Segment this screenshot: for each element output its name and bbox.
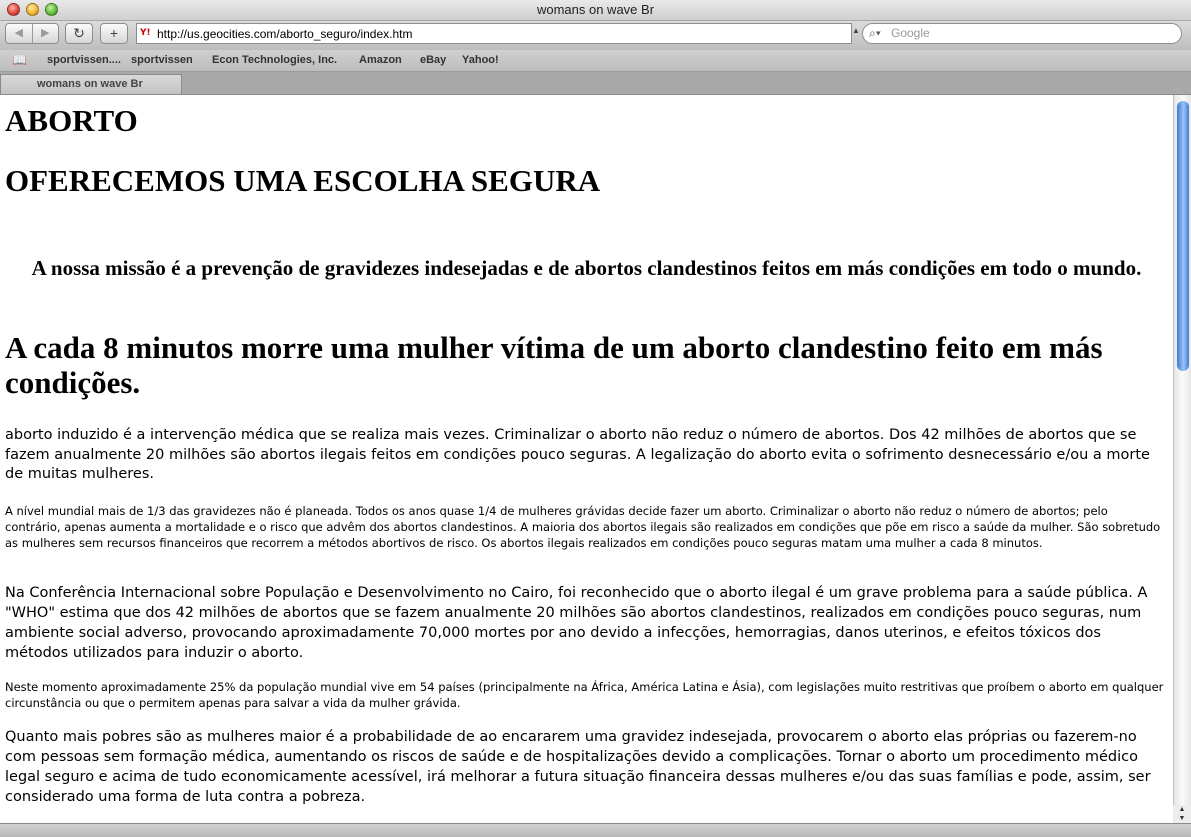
- toolbar: [0, 21, 1191, 50]
- back-button[interactable]: ◀: [6, 24, 33, 43]
- scroll-down-icon[interactable]: ▼: [1173, 814, 1191, 823]
- scroll-up-icon[interactable]: ▲: [1173, 805, 1191, 814]
- paragraph: Na Conferência Internacional sobre População e Desenvolvimento no Cairo, foi reconhecido que o aborto ilegal é um grave problema para a saúde pública. A "WHO" estima que dos 42 milhões de abortos que se fazem anualmente 20 milhões são abortos clandestinos, realizados em condições pouco seguras, num ambiente social adverso, provocando aproximadamente 70,000 mortes por ano devido a infecções, hemorragias, danos uterinos, e efeitos tóxicos dos métodos utilizados para induzir o aborto.: [5, 585, 1148, 661]
- page-heading-aborto: ABORTO: [5, 103, 138, 138]
- paragraph: Quanto mais pobres são as mulheres maior é a probabilidade de ao encararem uma gravidez indesejada, provocarem o aborto elas próprias ou fazerem-no com pessoas sem formação médica, aumentando os riscos de saúde e de hospitalizações devido a complicações. Tornar o aborto um procedimento médico legal seguro e acima de tudo economicamente acessível, irá melhorar a futura situação financeira dessas mulheres e/ou das suas famílias e pode, assim, ser considerado uma forma de luta contra a pobreza.: [5, 729, 1151, 805]
- yahoo-favicon-icon: Y!: [140, 28, 151, 38]
- paragraph: aborto induzido é a intervenção médica que se realiza mais vezes. Criminalizar o aborto não reduz o número de abortos. Dos 42 milhões de abortos que se fazem anualmente 20 milhões são abortos ilegais feitos em condições pouco seguras. A legalização do aborto evita o sofrimento desnecessário e/ou a morte de muitas mulheres.: [5, 427, 1150, 482]
- search-icon[interactable]: ⌕▾: [869, 26, 881, 40]
- back-forward-control: [5, 23, 59, 44]
- vertical-scrollbar[interactable]: [1173, 95, 1191, 823]
- tab-label: womans on wave Br: [37, 78, 143, 90]
- reload-button[interactable]: ↻: [65, 23, 93, 44]
- bookmark-item[interactable]: sportvissen....: [47, 54, 121, 66]
- tab-bar: [0, 72, 1191, 95]
- add-bookmark-button[interactable]: +: [100, 23, 128, 44]
- bookmark-item[interactable]: sportvissen: [131, 54, 193, 66]
- bookmark-item[interactable]: Yahoo!: [462, 54, 499, 66]
- window-title: womans on wave Br: [536, 2, 655, 17]
- bookmarks-book-icon[interactable]: 📖: [12, 53, 27, 67]
- bookmark-item[interactable]: Amazon: [359, 54, 402, 66]
- paragraph: Neste momento aproximadamente 25% da população mundial vive em 54 países (principalmente na África, América Latina e Ásia), com legislações muito restritivas que proíbem o aborto em qualquer circunstância ou que o permitem apenas para salvar a vida da mulher grávida.: [5, 680, 1164, 710]
- snapback-icon[interactable]: ▲: [852, 26, 860, 35]
- search-input[interactable]: Google: [891, 26, 930, 40]
- paragraph: A nível mundial mais de 1/3 das gravidezes não é planeada. Todos os anos quase 1/4 de mulheres grávidas decide fazer um aborto. Criminalizar o aborto não reduz o número de abortos; pelo contrário, apenas aumenta a mortalidade e o risco que advêm dos abortos clandestinos. A maioria dos abortos ilegais são realizados em condições que põe em risco a saúde da mulher. São sobretudo as mulheres sem recursos financeiros que recorrem a métodos abortivos de risco. Os abortos ilegais realizados em condições pouco seguras matam uma mulher a cada 8 minutos.: [5, 504, 1161, 550]
- tab-womans-on-wave[interactable]: [0, 74, 182, 94]
- url-input[interactable]: http://us.geocities.com/aborto_seguro/index.htm: [157, 27, 413, 41]
- forward-button[interactable]: ▶: [41, 27, 50, 39]
- status-bar: [0, 823, 1191, 837]
- page-heading-escolha: OFERECEMOS UMA ESCOLHA SEGURA: [5, 163, 601, 198]
- mission-statement: A nossa missão é a prevenção de gravidezes indesejadas e de abortos clandestinos feitos em más condições em todo o mundo.: [31, 256, 1142, 280]
- bookmark-item[interactable]: eBay: [420, 54, 447, 66]
- search-field[interactable]: [862, 23, 1182, 44]
- headline: A cada 8 minutos morre uma mulher vítima de um aborto clandestino feito em más condições.: [5, 330, 1103, 400]
- title-bar: [0, 0, 1191, 21]
- scrollbar-thumb[interactable]: [1177, 101, 1189, 371]
- address-bar[interactable]: [136, 23, 852, 44]
- bookmark-item[interactable]: Econ Technologies, Inc.: [212, 54, 338, 66]
- page-content: [0, 95, 1173, 836]
- bookmarks-bar: [0, 50, 1191, 72]
